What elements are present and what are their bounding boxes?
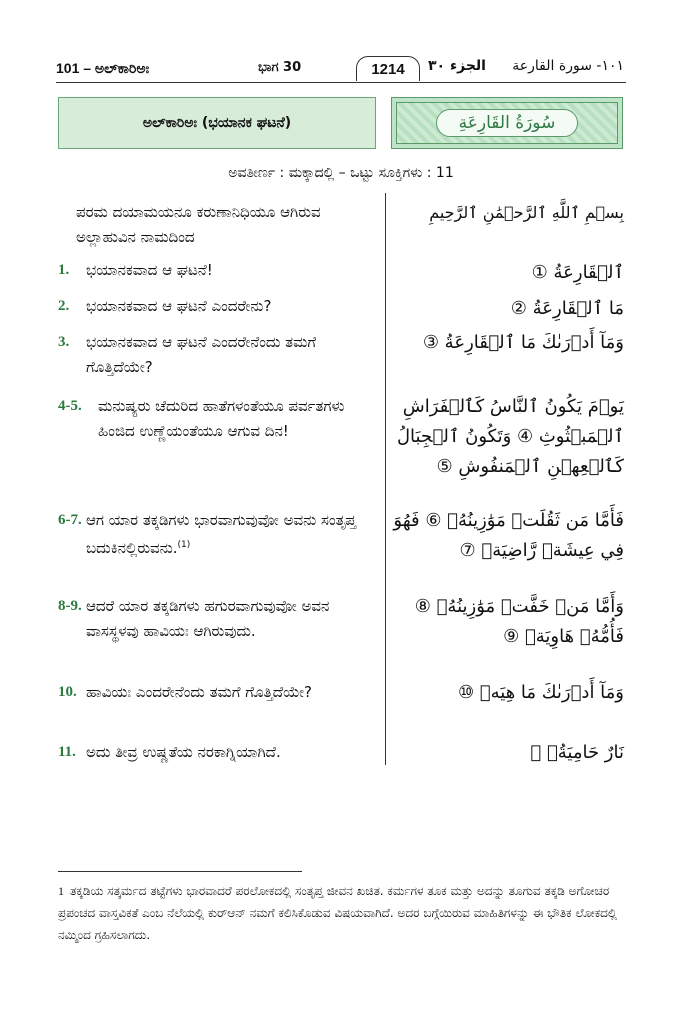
surah-title-pattern	[396, 102, 618, 144]
verse-text: ಭಯಾನಕವಾದ ಆ ಘಟನೆ ಎಂದರೇನೆಂದು ತಮಗೆ ಗೊತ್ತಿದೆಯೇ?	[86, 333, 317, 376]
verse-kn	[58, 330, 386, 380]
footnote	[58, 880, 624, 946]
page-number: 1214	[356, 56, 420, 81]
verse-number: 8-9.	[58, 598, 82, 614]
revelation-info: ಅವತೀರ್ಣ : ಮಕ್ಕಾದಲ್ಲಿ – ಒಟ್ಟು ಸೂಕ್ತಿಗಳು : 11	[228, 165, 454, 181]
surah-title-kannada: ಅಲ್‌ಕಾರಿಅಃ (ಭಯಾನಕ ಘಟನೆ)	[58, 97, 376, 149]
header-surah-name: 101 – ಅಲ್‌ಕಾರಿಅಃ	[56, 60, 150, 76]
verse-kn	[58, 594, 376, 644]
verse-ar: وَأَمَّا مَنۡ خَفَّتۡ مَوَٰزِينُهُۥ ⑧ فَأُمُّهُۥ هَاوِيَةٞ ⑨	[414, 596, 624, 647]
verse-text: ಹಾವಿಯಃ ಎಂದರೇನೆಂದು ತಮಗೆ ಗೊತ್ತಿದೆಯೇ?	[86, 683, 313, 701]
verse-text-wrap	[86, 508, 376, 561]
header-part: ಭಾಗ 30	[258, 60, 302, 75]
verse-kn	[58, 508, 376, 561]
verse-number: 6-7.	[58, 512, 82, 528]
verse-number: 11.	[58, 744, 76, 760]
verse-kn	[58, 394, 368, 444]
verse-ar: نَارٌ حَامِيَةُۢ ⑪	[530, 742, 624, 763]
basmala-kannada: ಪರಮ ದಯಾಮಯನೂ ಕರುಣಾನಿಧಿಯೂ ಆಗಿರುವ ಅಲ್ಲಾಹುವಿನ ನಾಮದಿಂದ	[76, 203, 321, 246]
verse-number: 10.	[58, 684, 77, 700]
header-divider	[56, 82, 626, 83]
verse-ar: ٱلۡقَارِعَةُ ①	[531, 262, 624, 283]
verse-kn	[58, 258, 386, 283]
verse-number: 3.	[58, 334, 70, 350]
verse-kn	[58, 294, 386, 319]
verse-text: ಭಯಾನಕವಾದ ಆ ಘಟನೆ!	[86, 261, 213, 279]
verse-text: ಮನುಷ್ಯರು ಚೆದುರಿದ ಹಾತೆಗಳಂತೆಯೂ ಪರ್ವತಗಳು ಹಿಂಜಿದ ಉಣ್ಣೆಯಂತೆಯೂ ಆಗುವ ದಿನ!	[98, 397, 345, 440]
verse-ar: مَا ٱلۡقَارِعَةُ ②	[510, 298, 624, 319]
surah-title-arabic-frame	[391, 97, 623, 149]
footnote-number: 1	[58, 884, 64, 898]
verse-ar: وَمَآ أَدۡرَىٰكَ مَا هِيَهۡ ⑩	[457, 682, 624, 703]
verse-ar: يَوۡمَ يَكُونُ ٱلنَّاسُ كَٱلۡفَرَاشِ ٱلۡمَبۡثُوثِ ④ وَتَكُونُ ٱلۡجِبَالُ كَٱلۡعِهۡنِ ٱلۡمَنفُوشِ ⑤	[396, 396, 624, 477]
footnote-text: ತಕ್ಕಡಿಯ ಸತ್ಕರ್ಮದ ತಟ್ಟೆಗಳು ಭಾರವಾದರೆ ಪರಲೋಕದಲ್ಲಿ ಸಂತೃಪ್ತ ಜೀವನ ಖಚಿತ. ಕರ್ಮಗಳ ತೂಕ ಮತ್ತು ಅದನ್ನು ತೂಗುವ ತಕ್ಕಡಿ ಅಗೋಚರ ಪ್ರಪಂಚದ ವಾಸ್ತವಿಕತೆ ಎಂಬ ನೆಲೆಯಲ್ಲಿ ಕುರ್‌ಆನ್ ನಮಗೆ ಕಲಿಸಿಕೊಡುವ ವಿಷಯವಾಗಿದೆ. ಅದರ ಬಗ್ಗೆಯಿರುವ ಮಾಹಿತಿಗಳನ್ನು ಈ ಭೌತಿಕ ಲೋಕದಲ್ಲಿ ನಮ್ಮಿಂದ ಗ್ರಹಿಸಲಾಗದು.	[58, 884, 617, 942]
verse-text: ಅದು ತೀವ್ರ ಉಷ್ಣತೆಯ ನರಕಾಗ್ನಿಯಾಗಿದೆ.	[86, 743, 281, 761]
verse-text: ಆದರೆ ಯಾರ ತಕ್ಕಡಿಗಳು ಹಗುರವಾಗುವುವೋ ಅವನ ವಾಸಸ್ಥಳವು ಹಾವಿಯಃ ಆಗಿರುವುದು.	[86, 597, 330, 640]
verse-text: ಆಗ ಯಾರ ತಕ್ಕಡಿಗಳು ಭಾರವಾಗುವುವೋ ಅವನು ಸಂತೃಪ್ತ ಬದುಕಿನಲ್ಲಿರುವನು.	[86, 511, 357, 557]
header-juz: الجزء ٣٠	[428, 58, 486, 74]
verse-ar: فَأَمَّا مَن ثَقُلَتۡ مَوَٰزِينُهُۥ ⑥ فَهُوَ فِي عِيشَةٖ رَّاضِيَةٖ ⑦	[393, 510, 624, 561]
verse-kn	[58, 740, 386, 765]
footnote-ref[interactable]: (1)	[177, 540, 191, 550]
verse-ar: وَمَآ أَدۡرَىٰكَ مَا ٱلۡقَارِعَةُ ③	[422, 332, 624, 353]
verse-number: 2.	[58, 298, 70, 314]
verse-number: 1.	[58, 262, 70, 278]
basmala-arabic: بِسۡمِ ٱللَّهِ ٱلرَّحۡمَٰنِ ٱلرَّحِيمِ	[429, 203, 624, 222]
verse-kn	[58, 680, 356, 705]
header-surah-arabic: ١٠١- سورة القارعة	[512, 58, 624, 74]
verse-text: ಭಯಾನಕವಾದ ಆ ಘಟನೆ ಎಂದರೇನು?	[86, 297, 272, 315]
verse-number: 4-5.	[58, 398, 82, 414]
footnote-divider	[58, 871, 302, 872]
surah-title-arabic: سُورَةُ القَارِعَةِ	[436, 109, 579, 137]
